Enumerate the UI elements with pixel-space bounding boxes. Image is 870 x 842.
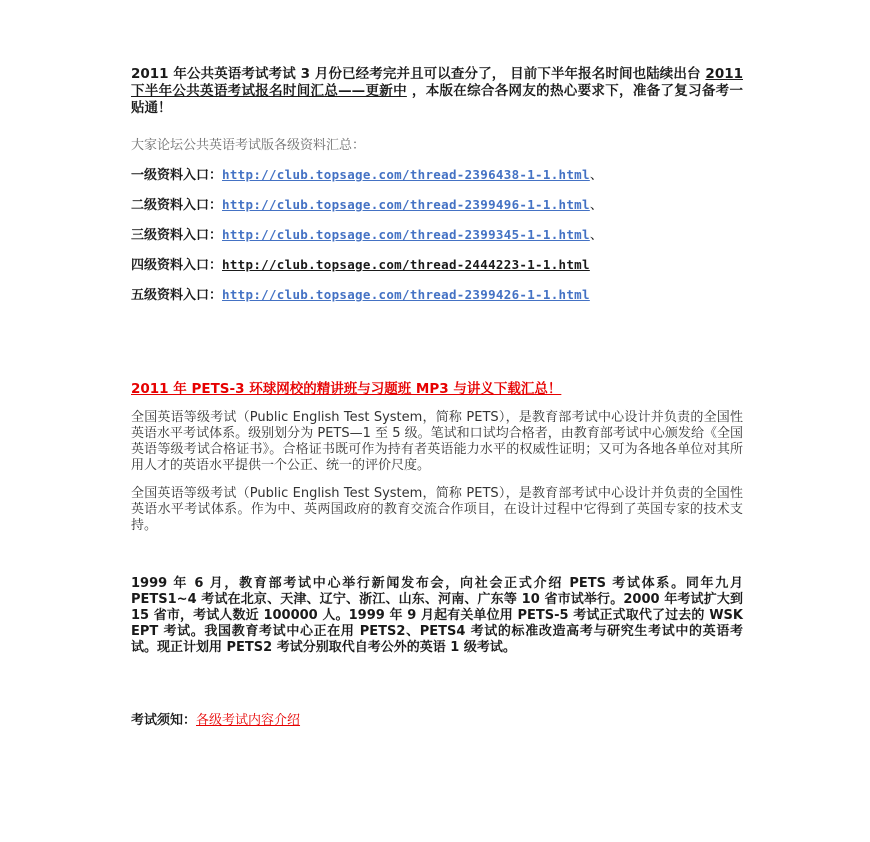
level3-entry-label: 三级资料入口： (131, 228, 223, 243)
exam-notice-label: 考试须知： (131, 713, 197, 728)
resource-row-level5 (131, 287, 743, 304)
level2-suffix: 、 (589, 198, 603, 213)
level5-entry-label: 五级资料入口： (131, 288, 223, 303)
level4-resource-link[interactable]: http://club.topsage.com/thread-2444223-1-1.html (222, 257, 590, 272)
level1-entry-label: 一级资料入口： (131, 168, 223, 183)
pets-description-paragraph-2: 全国英语等级考试（Public English Test System，简称 PETS），是教育部考试中心设计并负责的全国性英语水平考试体系。作为中、英两国政府的教育交流合作项目，在设计过程中它得到了英国专家的技术支持。 (131, 486, 743, 533)
pets-history-paragraph: 1999 年 6 月，教育部考试中心举行新闻发布会，向社会正式介绍 PETS 考试体系。同年九月 PETS1~4 考试在北京、天津、辽宁、浙江、山东、河南、广东等 10 省市试举行。2000 年考试扩大到 15 省市，考试人数近 100000 人。1999 年 9 月起有关单位用 PETS-5 考试正式取代了过去的 WSK EPT 考试。我国教育考试中心正在用 PETS2、PETS4 考试的标准改造高考与研究生考试中的英语考试。现正计划用 PETS2 考试分别取代自考公外的英语 1 级考试。 (131, 576, 743, 655)
level2-entry-label: 二级资料入口： (131, 198, 223, 213)
pets-description-paragraph-1: 全国英语等级考试（Public English Test System，简称 PETS），是教育部考试中心设计并负责的全国性英语水平考试体系。级别划分为 PETS—1 至 5 级。笔试和口试均合格者，由教育部考试中心颁发给《全国英语等级考试合格证书》。合格证书既可作为持有者英语能力水平的权威性证明；又可为各地各单位对其所用人才的英语水平提供一个公正、统一的评价尺度。 (131, 410, 743, 473)
level1-resource-link[interactable]: http://club.topsage.com/thread-2396438-1-1.html (222, 167, 590, 182)
pets3-download-link[interactable]: 2011 年 PETS-3 环球网校的精讲班与习题班 MP3 与讲义下载汇总！ (131, 381, 562, 397)
intro-paragraph (131, 66, 743, 117)
level1-suffix: 、 (589, 168, 603, 183)
level3-suffix: 、 (589, 228, 603, 243)
level4-entry-label: 四级资料入口： (131, 258, 223, 273)
level3-resource-link[interactable]: http://club.topsage.com/thread-2399345-1-1.html (222, 227, 590, 242)
pets3-download-heading (131, 381, 743, 398)
resource-row-level2 (131, 197, 743, 214)
exam-notice-line (131, 713, 743, 729)
resource-row-level1 (131, 167, 743, 184)
intro-text-after: ，本版在综合各网友的热心要求下，准备了复习备考一贴通！ (131, 83, 743, 116)
level5-resource-link[interactable]: http://club.topsage.com/thread-2399426-1-1.html (222, 287, 590, 302)
resource-row-level4 (131, 257, 743, 274)
level2-resource-link[interactable]: http://club.topsage.com/thread-2399496-1-1.html (222, 197, 590, 212)
intro-text-before: 2011 年公共英语考试考试 3 月份已经考完并且可以查分了， 目前下半年报名时间也陆续出台 (131, 66, 706, 82)
exam-content-intro-link[interactable]: 各级考试内容介绍 (196, 713, 301, 728)
resource-row-level3 (131, 227, 743, 244)
signup-time-summary-link[interactable]: 2011 下半年公共英语考试报名时间汇总——更新中 (131, 66, 743, 99)
document-page (131, 0, 743, 729)
resources-summary-heading: 大家论坛公共英语考试版各级资料汇总： (131, 138, 366, 153)
